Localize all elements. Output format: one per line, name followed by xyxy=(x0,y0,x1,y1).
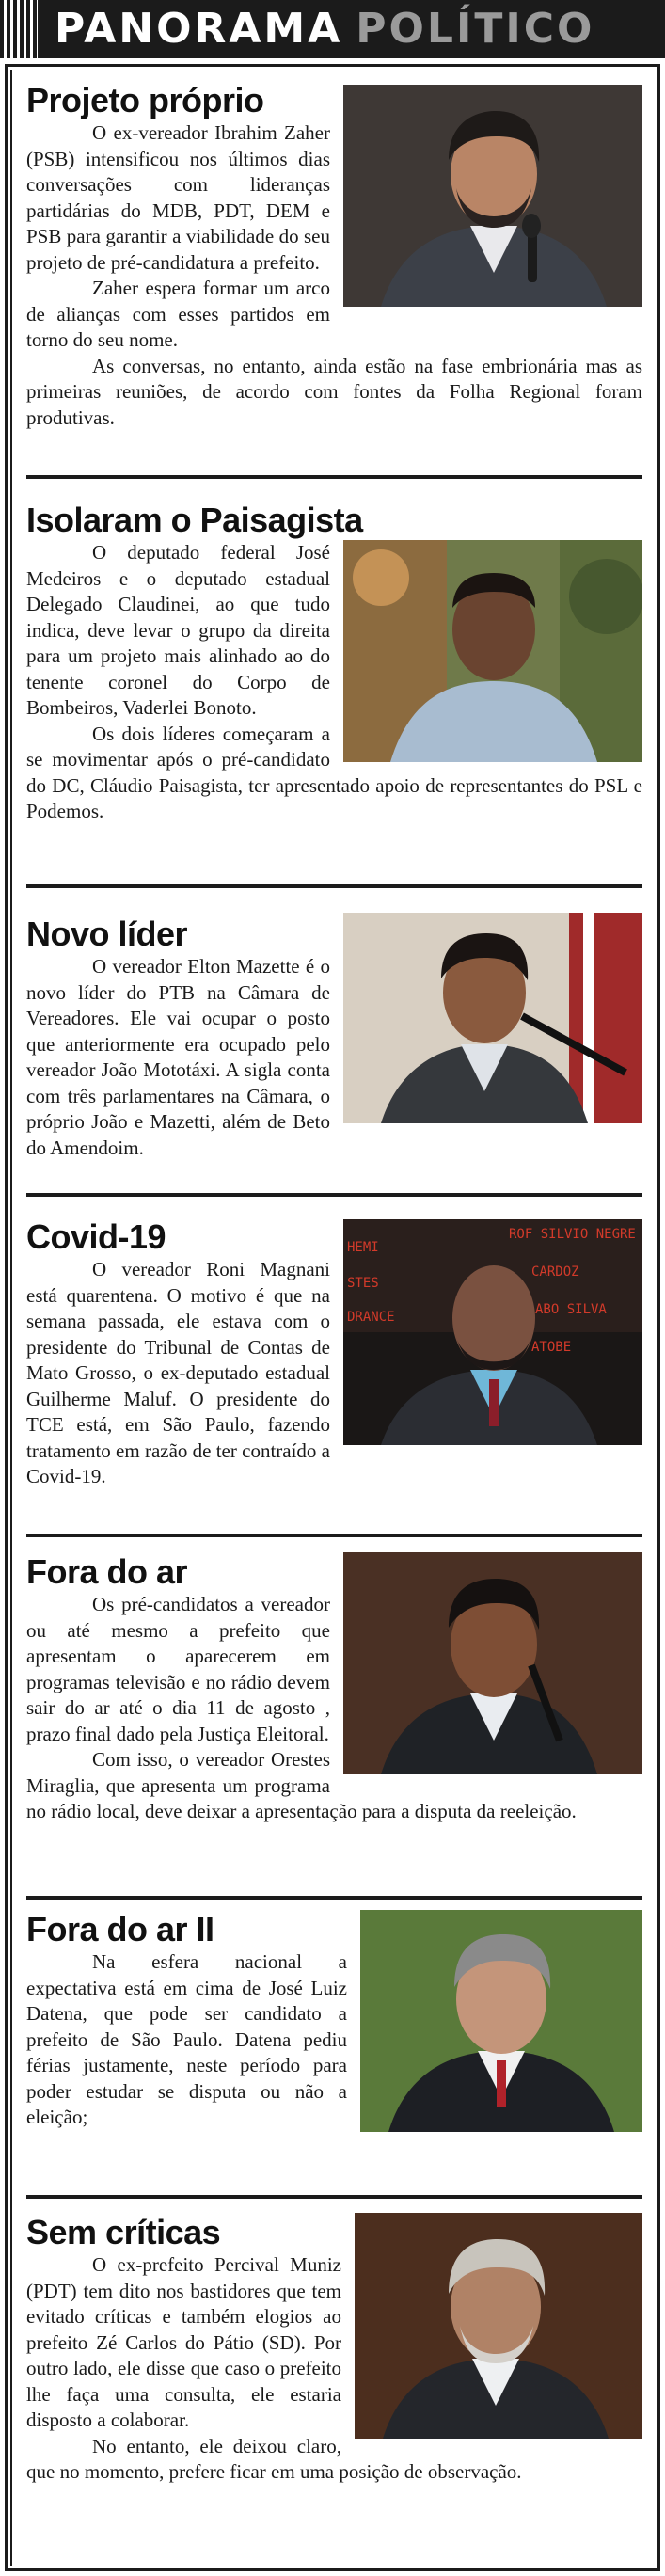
photo-roni-magnani xyxy=(343,1219,642,1445)
column-title-part1: PANORAMA xyxy=(55,5,343,53)
voting-panel-label: DRANCE xyxy=(347,1310,395,1325)
header-stripes-decoration xyxy=(0,0,38,58)
voting-panel-label: ATOBE xyxy=(531,1340,572,1355)
article-paragraph: No entanto, ele deixou claro, que no momento, prefere ficar em uma posição de observação. xyxy=(26,2434,522,2483)
section-divider xyxy=(26,2195,642,2199)
article-title: Fora do ar II xyxy=(26,1910,214,1948)
article-paragraph: O ex-vereador Ibrahim Zaher (PSB) intensificou nos últimos dias conversações com lideranças partidárias do MDB, PDT, DEM e PSB para garantir a viabilidade do seu projeto de pré-candidatura a prefeito. xyxy=(26,121,330,274)
voting-panel-label: ABO SILVA xyxy=(535,1302,607,1317)
photo-ibrahim-zaher xyxy=(343,85,642,307)
column-header xyxy=(0,0,665,58)
article-title: Isolaram o Paisagista xyxy=(26,501,363,539)
article-paragraph: As conversas, no entanto, ainda estão na fase embrionária mas as primeiras reuniões, de acordo com fontes da Folha Regional foram produtivas. xyxy=(26,354,642,429)
portrait-image xyxy=(343,1552,642,1774)
photo-orestes-miraglia xyxy=(343,1552,642,1774)
article-novo-lider xyxy=(26,914,642,1161)
article-fora-do-ar xyxy=(26,1552,642,1825)
article-title: Sem críticas xyxy=(26,2213,221,2251)
article-paragraph: Os pré-candidatos a vereador ou até mesmo a prefeito que apresentam o aparecerem em programas televisão e no rádio devem sair do ar até o dia 11 de agosto , prazo final dado pela Justiça Eleitoral. xyxy=(26,1593,330,1745)
article-fora-do-ar-ii xyxy=(26,1910,642,2138)
article-covid-19 xyxy=(26,1217,642,1490)
voting-panel-label: CARDOZ xyxy=(531,1264,579,1280)
photo-jose-luiz-datena xyxy=(360,1910,642,2132)
article-isolaram-o-paisagista xyxy=(26,501,642,825)
article-paragraph: Zaher espera formar um arco de alianças com esses partidos em torno do seu nome. xyxy=(26,277,330,351)
section-divider xyxy=(26,884,642,888)
portrait-image xyxy=(343,540,642,762)
section-divider xyxy=(26,475,642,479)
section-divider xyxy=(26,1534,642,1537)
article-paragraph: O vereador Elton Mazette é o novo líder do PTB na Câmara de Vereadores. Ele vai ocupar o posto que anteriormente era ocupado pelo vereador João Mototáxi. A sigla conta com três parlamentares na Câmara, o próprio João e Mazetti, além de Beto do Amendoim. xyxy=(26,955,330,1159)
article-paragraph: Na esfera nacional a expectativa está em cima de José Luiz Datena, que pode ser candidato a prefeito de São Paulo. Datena pediu férias justamente, neste período para poder estudar se disputa ou não a eleição; xyxy=(26,1950,347,2128)
article-title: Projeto próprio xyxy=(26,81,264,119)
section-divider xyxy=(26,1896,642,1900)
article-paragraph: Os dois líderes começaram a se movimentar após o pré-candidato do DC, Cláudio Paisagista, ter apresentado apoio de representantes do PSL e Podemos. xyxy=(26,722,642,822)
article-title: Covid-19 xyxy=(26,1217,166,1256)
voting-panel-label: ROF SILVIO NEGRE xyxy=(509,1227,636,1242)
portrait-image xyxy=(343,913,642,1123)
column-title xyxy=(55,2,594,56)
portrait-image xyxy=(343,85,642,307)
article-paragraph: Com isso, o vereador Orestes Miraglia, que apresenta um programa no rádio local, deve deixar a apresentação para a disputa da reeleição. xyxy=(26,1748,577,1822)
article-sem-criticas xyxy=(26,2213,642,2486)
photo-percival-muniz xyxy=(355,2213,642,2439)
portrait-image xyxy=(343,1219,642,1445)
article-title: Fora do ar xyxy=(26,1552,188,1591)
voting-panel-label: STES xyxy=(347,1276,379,1291)
portrait-image xyxy=(360,1910,642,2132)
section-divider xyxy=(26,1193,642,1197)
article-title: Novo líder xyxy=(26,914,188,953)
portrait-image xyxy=(355,2213,642,2439)
column-title-part2: POLÍTICO xyxy=(356,5,595,53)
photo-elton-mazette xyxy=(343,913,642,1123)
article-projeto-proprio xyxy=(26,81,642,431)
voting-panel-label: HEMI xyxy=(347,1240,379,1255)
photo-jose-medeiros xyxy=(343,540,642,762)
article-paragraph: O deputado federal José Medeiros e o deputado estadual Delegado Claudinei, ao que tudo indica, deve levar o grupo da direita para um projeto mais alinhado ao do tenente coronel do Corpo de Bombeiros, Vaderlei Bonoto. xyxy=(26,541,330,719)
article-paragraph: O vereador Roni Magnani está quarentena. O motivo é que na semana passada, ele estava com o presidente do Tribunal de Contas de Mato Grosso, o ex-deputado estadual Guilherme Maluf. O presidente do TCE está, em São Paulo, fazendo tratamento em razão de ter contraído a Covid-19. xyxy=(26,1258,330,1487)
article-paragraph: O ex-prefeito Percival Muniz (PDT) tem dito nos bastidores que tem evitado críticas e também elogios ao prefeito Zé Carlos do Pátio (SD). Por outro lado, ele disse que caso o prefeito lhe faça uma consulta, ele estaria disposto a colaborar. xyxy=(26,2253,341,2431)
